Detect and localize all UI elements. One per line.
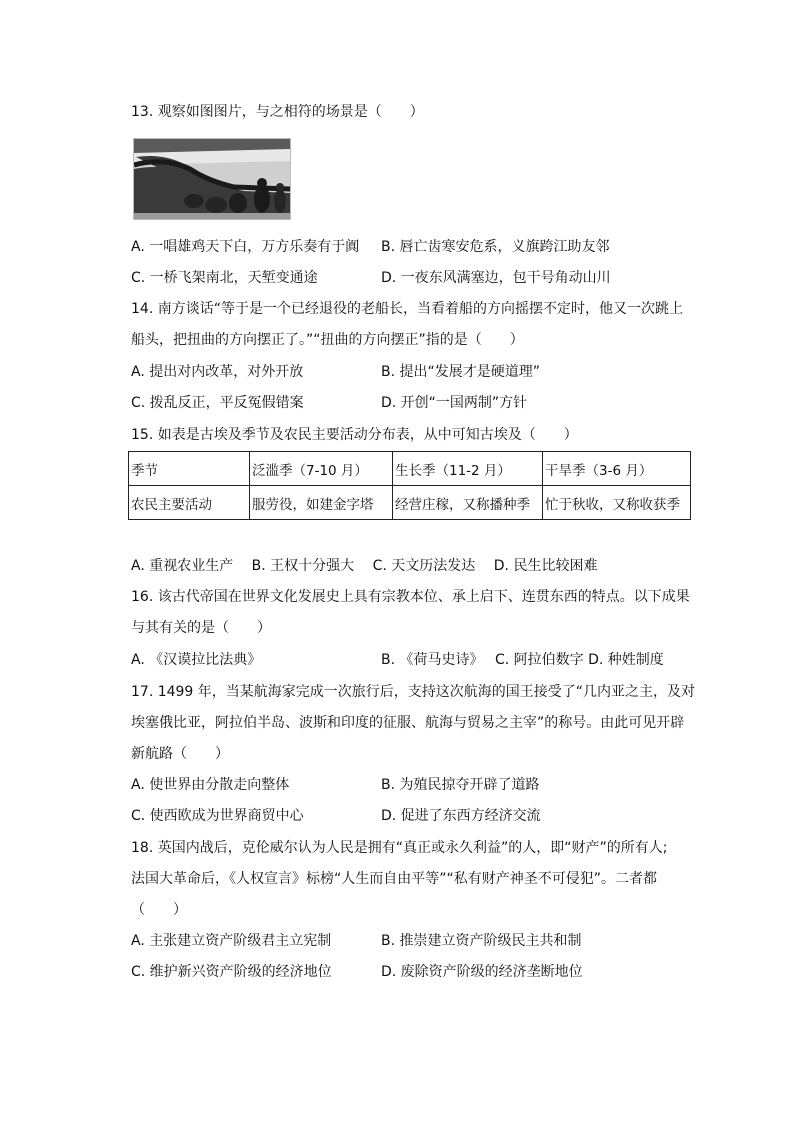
q13-option-a: A. 一唱雄鸡天下白，万方乐奏有于阗 — [131, 239, 360, 255]
q14-option-c: C. 拨乱反正，平反冤假错案 — [131, 395, 304, 411]
q16-options-bcd: B. 《荷马史诗》 C. 阿拉伯数字 D. 种姓制度 — [381, 652, 664, 668]
q17-option-d: D. 促进了东西方经济交流 — [381, 808, 541, 824]
q18-stem-line1: 18. 英国内战后，克伦威尔认为人民是拥有“真正或永久利益”的人，即“财产”的所有人; — [131, 840, 668, 856]
q18-option-c: C. 维护新兴资产阶级的经济地位 — [131, 964, 332, 980]
q18-option-a: A. 主张建立资产阶级君主立宪制 — [131, 933, 332, 949]
q17-option-b: B. 为殖民掠夺开辟了道路 — [381, 777, 540, 793]
q13-photo-image — [134, 139, 290, 219]
q13-option-b: B. 唇亡齿寒安危系，义旗跨江助友邻 — [381, 239, 610, 255]
table-cell: 农民主要活动 — [129, 486, 250, 520]
q13-option-d: D. 一夜东风满塞边，包干号角动山川 — [381, 270, 611, 286]
table-cell: 经营庄稼，又称播种季 — [393, 486, 543, 520]
q13-photo — [133, 138, 291, 220]
q13-stem: 13. 观察如图图片，与之相符的场景是（ ） — [131, 104, 424, 120]
table-cell: 忙于秋收，又称收获季 — [543, 486, 691, 520]
q14-stem-line1: 14. 南方谈话“等于是一个已经退役的老船长，当看着船的方向摇摆不定时，他又一次跳上 — [131, 301, 683, 317]
q17-option-c: C. 使西欧成为世界商贸中心 — [131, 808, 304, 824]
table-row — [129, 452, 691, 486]
q18-option-d: D. 废除资产阶级的经济垄断地位 — [381, 964, 583, 980]
table-cell: 服劳役，如建金字塔 — [250, 486, 393, 520]
q16-stem-line2: 与其有关的是（ ） — [131, 620, 271, 636]
q17-option-a: A. 使世界由分散走向整体 — [131, 777, 290, 793]
q17-stem-line3: 新航路（ ） — [131, 746, 229, 762]
table-cell: 季节 — [129, 452, 250, 486]
q18-option-b: B. 推崇建立资产阶级民主共和制 — [381, 933, 582, 949]
q14-option-b: B. 提出“发展才是硬道理” — [381, 364, 541, 380]
q14-option-d: D. 开创“一国两制”方针 — [381, 395, 528, 411]
q18-stem-line3: （ ） — [131, 902, 187, 918]
table-row — [129, 486, 691, 520]
q14-option-a: A. 提出对内改革，对外开放 — [131, 364, 304, 380]
q14-stem-line2: 船头，把扭曲的方向摆正了。”“扭曲的方向摆正”指的是（ ） — [131, 332, 524, 348]
q15-options: A. 重视农业生产 B. 王权十分强大 C. 天文历法发达 D. 民生比较困难 — [131, 558, 598, 574]
q16-stem-line1: 16. 该古代帝国在世界文化发展史上具有宗教本位、承上启下、连贯东西的特点。以下成果 — [131, 589, 690, 605]
q13-option-c: C. 一桥飞架南北，天堑变通途 — [131, 270, 318, 286]
q16-option-a: A. 《汉谟拉比法典》 — [131, 652, 262, 668]
q17-stem-line1: 17. 1499 年，当某航海家完成一次旅行后，支持这次航海的国王接受了“几内亚之主，及对 — [131, 684, 696, 700]
q17-stem-line2: 埃塞俄比亚，阿拉伯半岛、波斯和印度的征服、航海与贸易之主宰”的称号。由此可见开辟 — [131, 715, 685, 731]
table-cell: 泛滥季（7-10 月） — [250, 452, 393, 486]
table-cell: 生长季（11-2 月） — [393, 452, 543, 486]
q15-season-table — [128, 451, 691, 520]
table-cell: 干旱季（3-6 月） — [543, 452, 691, 486]
q18-stem-line2: 法国大革命后，《人权宣言》标榜“人生而自由平等”“私有财产神圣不可侵犯”。二者都 — [131, 871, 658, 887]
q15-stem: 15. 如表是古埃及季节及农民主要活动分布表，从中可知古埃及（ ） — [131, 427, 578, 443]
